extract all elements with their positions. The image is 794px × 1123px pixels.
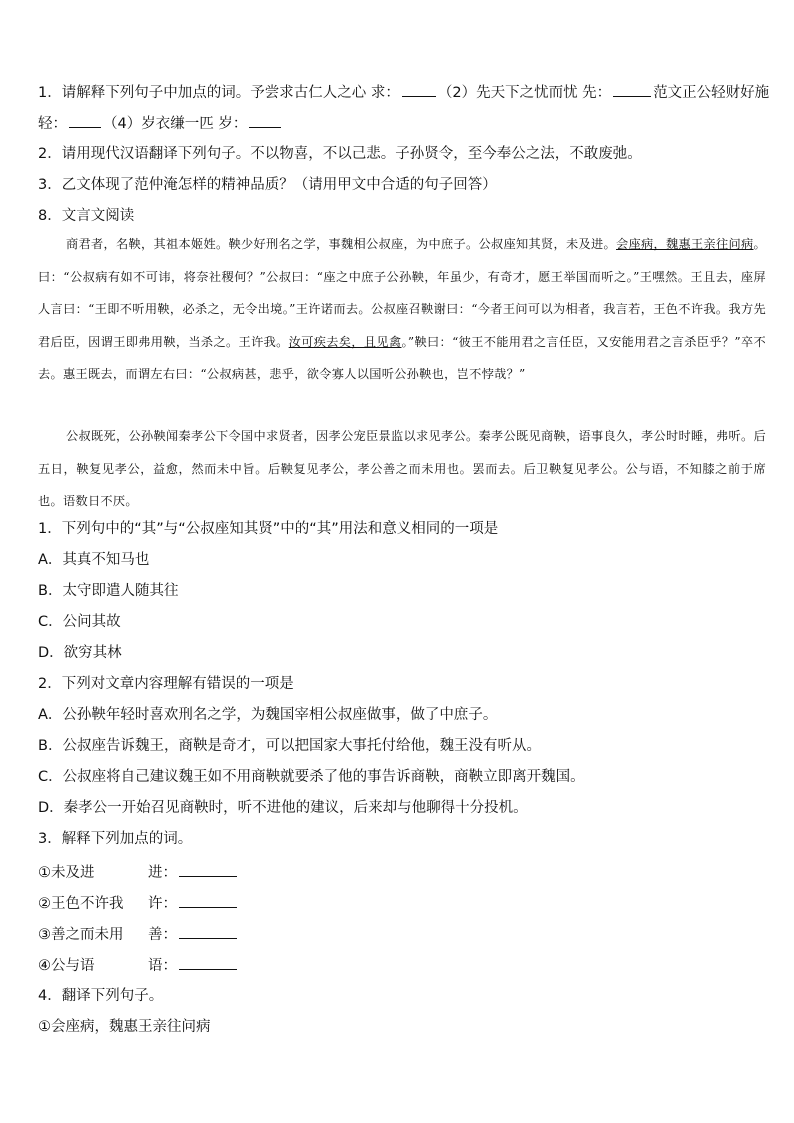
question-2: 2．请用现代汉语翻译下列句子。不以物喜，不以己悲。子孙贤令，至今奉公之法，不敢废弛。	[38, 146, 642, 162]
section-heading: 8．文言文阅读	[38, 208, 135, 224]
question-4-stem: 4．翻译下列句子。	[38, 988, 164, 1004]
mcq-1-option-c[interactable]: C．公问其故	[38, 614, 121, 630]
answer-blank[interactable]	[179, 955, 237, 970]
mcq-1-option-a[interactable]: A．其真不知马也	[38, 552, 150, 568]
question-1-line-1	[38, 82, 770, 103]
classical-passage-paragraph-1	[38, 228, 766, 391]
word-target: 进：	[148, 865, 177, 881]
mcq-2-option-d[interactable]: D．秦孝公一开始召见商鞅时，听不进他的建议，后来却与他聊得十分投机。	[38, 800, 528, 816]
question-3-stem: 3．解释下列加点的词。	[38, 831, 193, 847]
word-phrase: ③善之而未用	[38, 927, 124, 943]
answer-blank[interactable]	[179, 924, 237, 939]
question-1-text-b: （2）先天下之忧而忧 先：	[437, 85, 612, 101]
mcq-1-option-b[interactable]: B．太守即遣人随其往	[38, 583, 179, 599]
word-target: 语：	[148, 958, 177, 974]
answer-blank[interactable]	[249, 113, 281, 128]
word-phrase: ②王色不许我	[38, 896, 124, 912]
underlined-sentence: 会座病，魏惠王亲往问病	[616, 237, 754, 251]
word-item	[38, 862, 764, 883]
question-3: 3．乙文体现了范仲淹怎样的精神品质？（请用甲文中合适的句子回答）	[38, 177, 497, 193]
mcq-1-stem: 1．下列句中的“其”与“公叔座知其贤”中的“其”用法和意义相同的一项是	[38, 521, 499, 537]
underlined-sentence: 汝可疾去矣，且见禽	[288, 334, 402, 349]
word-item	[38, 924, 764, 945]
word-target: 许：	[148, 896, 177, 912]
answer-blank[interactable]	[179, 893, 237, 908]
passage-text: 。曰：“公叔病有如不可讳，将奈社稷何？”公叔曰：“座之中庶子公孙鞅，年虽少，有奇才，愿王举国而听之。”王嘿然。王且去，座屏人言曰：“王即不听用鞅，必杀之，无令出境。”王许诺而去。公叔座召鞅谢曰：“今者王问可以为相者，我言若，王色不许我。我方先君后臣，因谓王即弗用鞅，当杀之。王许我。	[38, 237, 766, 349]
word-item	[38, 955, 764, 976]
answer-blank[interactable]	[179, 862, 237, 877]
mcq-2-option-b[interactable]: B．公叔座告诉魏王，商鞅是奇才，可以把国家大事托付给他，魏王没有听从。	[38, 738, 541, 754]
mcq-2-stem: 2．下列对文章内容理解有错误的一项是	[38, 676, 294, 692]
mcq-2-option-a[interactable]: A．公孙鞅年轻时喜欢刑名之学，为魏国宰相公叔座做事，做了中庶子。	[38, 707, 498, 723]
question-1-text-a: 1．请解释下列句子中加点的词。予尝求古仁人之心 求：	[38, 85, 400, 101]
mcq-1-option-d[interactable]: D．欲穷其林	[38, 645, 122, 661]
word-phrase: ①未及进	[38, 865, 95, 881]
answer-blank[interactable]	[613, 82, 651, 97]
word-phrase: ④公与语	[38, 958, 95, 974]
word-item	[38, 893, 764, 914]
passage-text: 公叔既死，公孙鞅闻秦孝公下令国中求贤者，因孝公宠臣景监以求见孝公。秦孝公既见商鞅，语事良久，孝公时时睡，弗听。后五日，鞅复见孝公，益愈，然而未中旨。后鞅复见孝公，孝公善之而未用也。罢而去。后卫鞅复见孝公。公与语，不知膝之前于席也。语数日不厌。	[38, 429, 766, 508]
answer-blank[interactable]	[69, 113, 101, 128]
word-target: 善：	[148, 927, 177, 943]
passage-text: 。”鞅曰：“彼王不能用君之言任臣，又安能用君之言杀臣乎？”卒不去。惠王既去，而谓左右曰：“公叔病甚，悲乎，欲令寡人以国听公孙鞅也，岂不悖哉？”	[38, 334, 767, 381]
classical-passage-paragraph-2	[38, 420, 766, 518]
question-1-text-d: 轻：	[38, 116, 67, 132]
question-1-text-c: 范文正公轻财好施	[653, 85, 770, 101]
translation-item: ①会座病，魏惠王亲往问病	[38, 1019, 211, 1035]
question-1-text-e: （4）岁衣缣一匹 岁：	[103, 116, 248, 132]
question-1-line-2	[38, 113, 764, 134]
passage-text: 商君者，名鞅，其祖本姬姓。鞅少好刑名之学，事魏相公叔座，为中庶子。公叔座知其贤，未及进。	[66, 237, 616, 251]
answer-blank[interactable]	[402, 82, 436, 97]
mcq-2-option-c[interactable]: C．公叔座将自己建议魏王如不用商鞅就要杀了他的事告诉商鞅，商鞅立即离开魏国。	[38, 769, 585, 785]
